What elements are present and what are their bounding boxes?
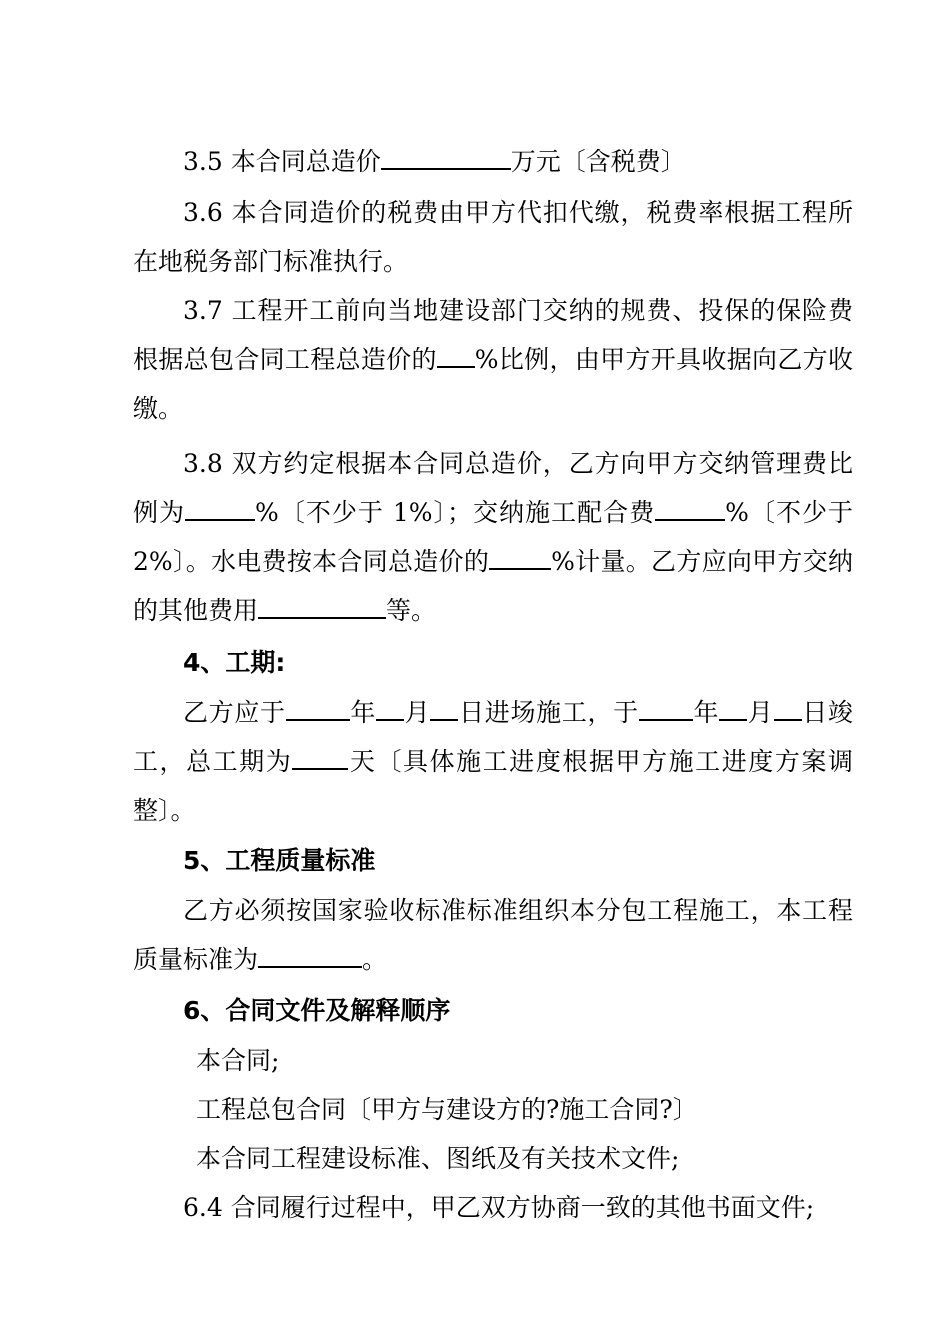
clause-3-5-text: 3.5 本合同总造价 (183, 147, 381, 176)
section-4-line-3: 整〕。 (133, 796, 196, 825)
section-4-text-g: 日竣 (801, 698, 853, 727)
blank-end-year (639, 697, 693, 721)
blank-utility-fee (489, 546, 551, 570)
clause-3-8-line-3 (133, 546, 853, 578)
section-4-text-d: 日进场施工，于 (458, 698, 639, 727)
blank-coordination-fee (655, 497, 725, 521)
blank-end-day (774, 697, 802, 721)
clause-3-5-unit: 万元〔含税费〕 (510, 147, 686, 176)
section-4-text-a: 乙方应于 (183, 698, 286, 727)
heading-5-quality: 5、工程质量标准 (183, 846, 376, 875)
clause-3-8-text-d: 2%〕。水电费按本合同总造价的 (133, 547, 490, 576)
blank-start-month (376, 697, 404, 721)
section-4-text-i: 天〔具体施工进度根据甲方施工进度方案调 (348, 747, 853, 776)
blank-management-fee (185, 497, 255, 521)
section-4-text-e: 年 (692, 698, 720, 727)
section-6-item-4: 6.4 合同履行过程中，甲乙双方协商一致的其他书面文件; (183, 1193, 815, 1222)
clause-3-8-text-g: 等。 (386, 596, 437, 625)
clause-3-6-line-1: 3.6 本合同造价的税费由甲方代扣代缴，税费率根据工程所 (183, 198, 853, 227)
clause-3-7-text-a: 根据总包合同工程总造价的 (133, 345, 437, 374)
section-5-line-2 (133, 944, 387, 976)
section-5-text-a: 质量标准为 (133, 945, 259, 974)
section-6-item-1: 本合同; (196, 1046, 280, 1075)
section-4-text-f: 月 (747, 698, 774, 727)
blank-start-year (286, 697, 350, 721)
clause-3-5 (183, 146, 686, 178)
heading-4-schedule: 4、工期: (183, 648, 286, 677)
clause-3-8-line-1: 3.8 双方约定根据本合同总造价，乙方向甲方交纳管理费比 (183, 449, 853, 478)
section-6-item-2: 工程总包合同〔甲方与建设方的?施工合同?〕 (196, 1095, 698, 1124)
clause-3-8-text-a: 例为 (133, 498, 186, 527)
blank-quality-standard (258, 944, 362, 968)
clause-3-8-text-b: %〔不少于 1%〕；交纳施工配合费 (255, 498, 656, 527)
clause-3-6-line-2: 在地税务部门标准执行。 (133, 247, 409, 276)
section-5-line-1: 乙方必须按国家验收标准标准组织本分包工程施工，本工程 (183, 896, 853, 925)
section-4-text-h: 工，总工期为 (133, 747, 293, 776)
section-4-text-c: 月 (404, 698, 431, 727)
clause-3-7-line-2 (133, 344, 853, 376)
heading-6-documents: 6、合同文件及解释顺序 (183, 996, 451, 1025)
clause-3-8-line-4 (133, 595, 436, 627)
section-4-text-b: 年 (349, 698, 377, 727)
blank-end-month (719, 697, 747, 721)
clause-3-8-text-c: %〔不少于 (725, 498, 853, 527)
section-4-line-2 (133, 746, 853, 778)
section-5-text-b: 。 (362, 945, 388, 974)
blank-start-day (430, 697, 458, 721)
clause-3-7-line-3: 缴。 (133, 394, 184, 423)
blank-total-price (381, 146, 511, 170)
clause-3-8-text-e: %计量。乙方应向甲方交纳 (551, 547, 853, 576)
clause-3-8-line-2 (133, 497, 853, 529)
blank-total-days (292, 746, 348, 770)
clause-3-8-text-f: 的其他费用 (133, 596, 259, 625)
section-4-line-1 (183, 697, 853, 729)
clause-3-7-line-1: 3.7 工程开工前向当地建设部门交纳的规费、投保的保险费 (183, 296, 853, 325)
clause-3-7-text-b: %比例，由甲方开具收据向乙方收 (474, 345, 853, 374)
blank-other-fees (258, 595, 386, 619)
section-6-item-3: 本合同工程建设标准、图纸及有关技术文件; (196, 1144, 680, 1173)
blank-fee-ratio (437, 344, 475, 368)
